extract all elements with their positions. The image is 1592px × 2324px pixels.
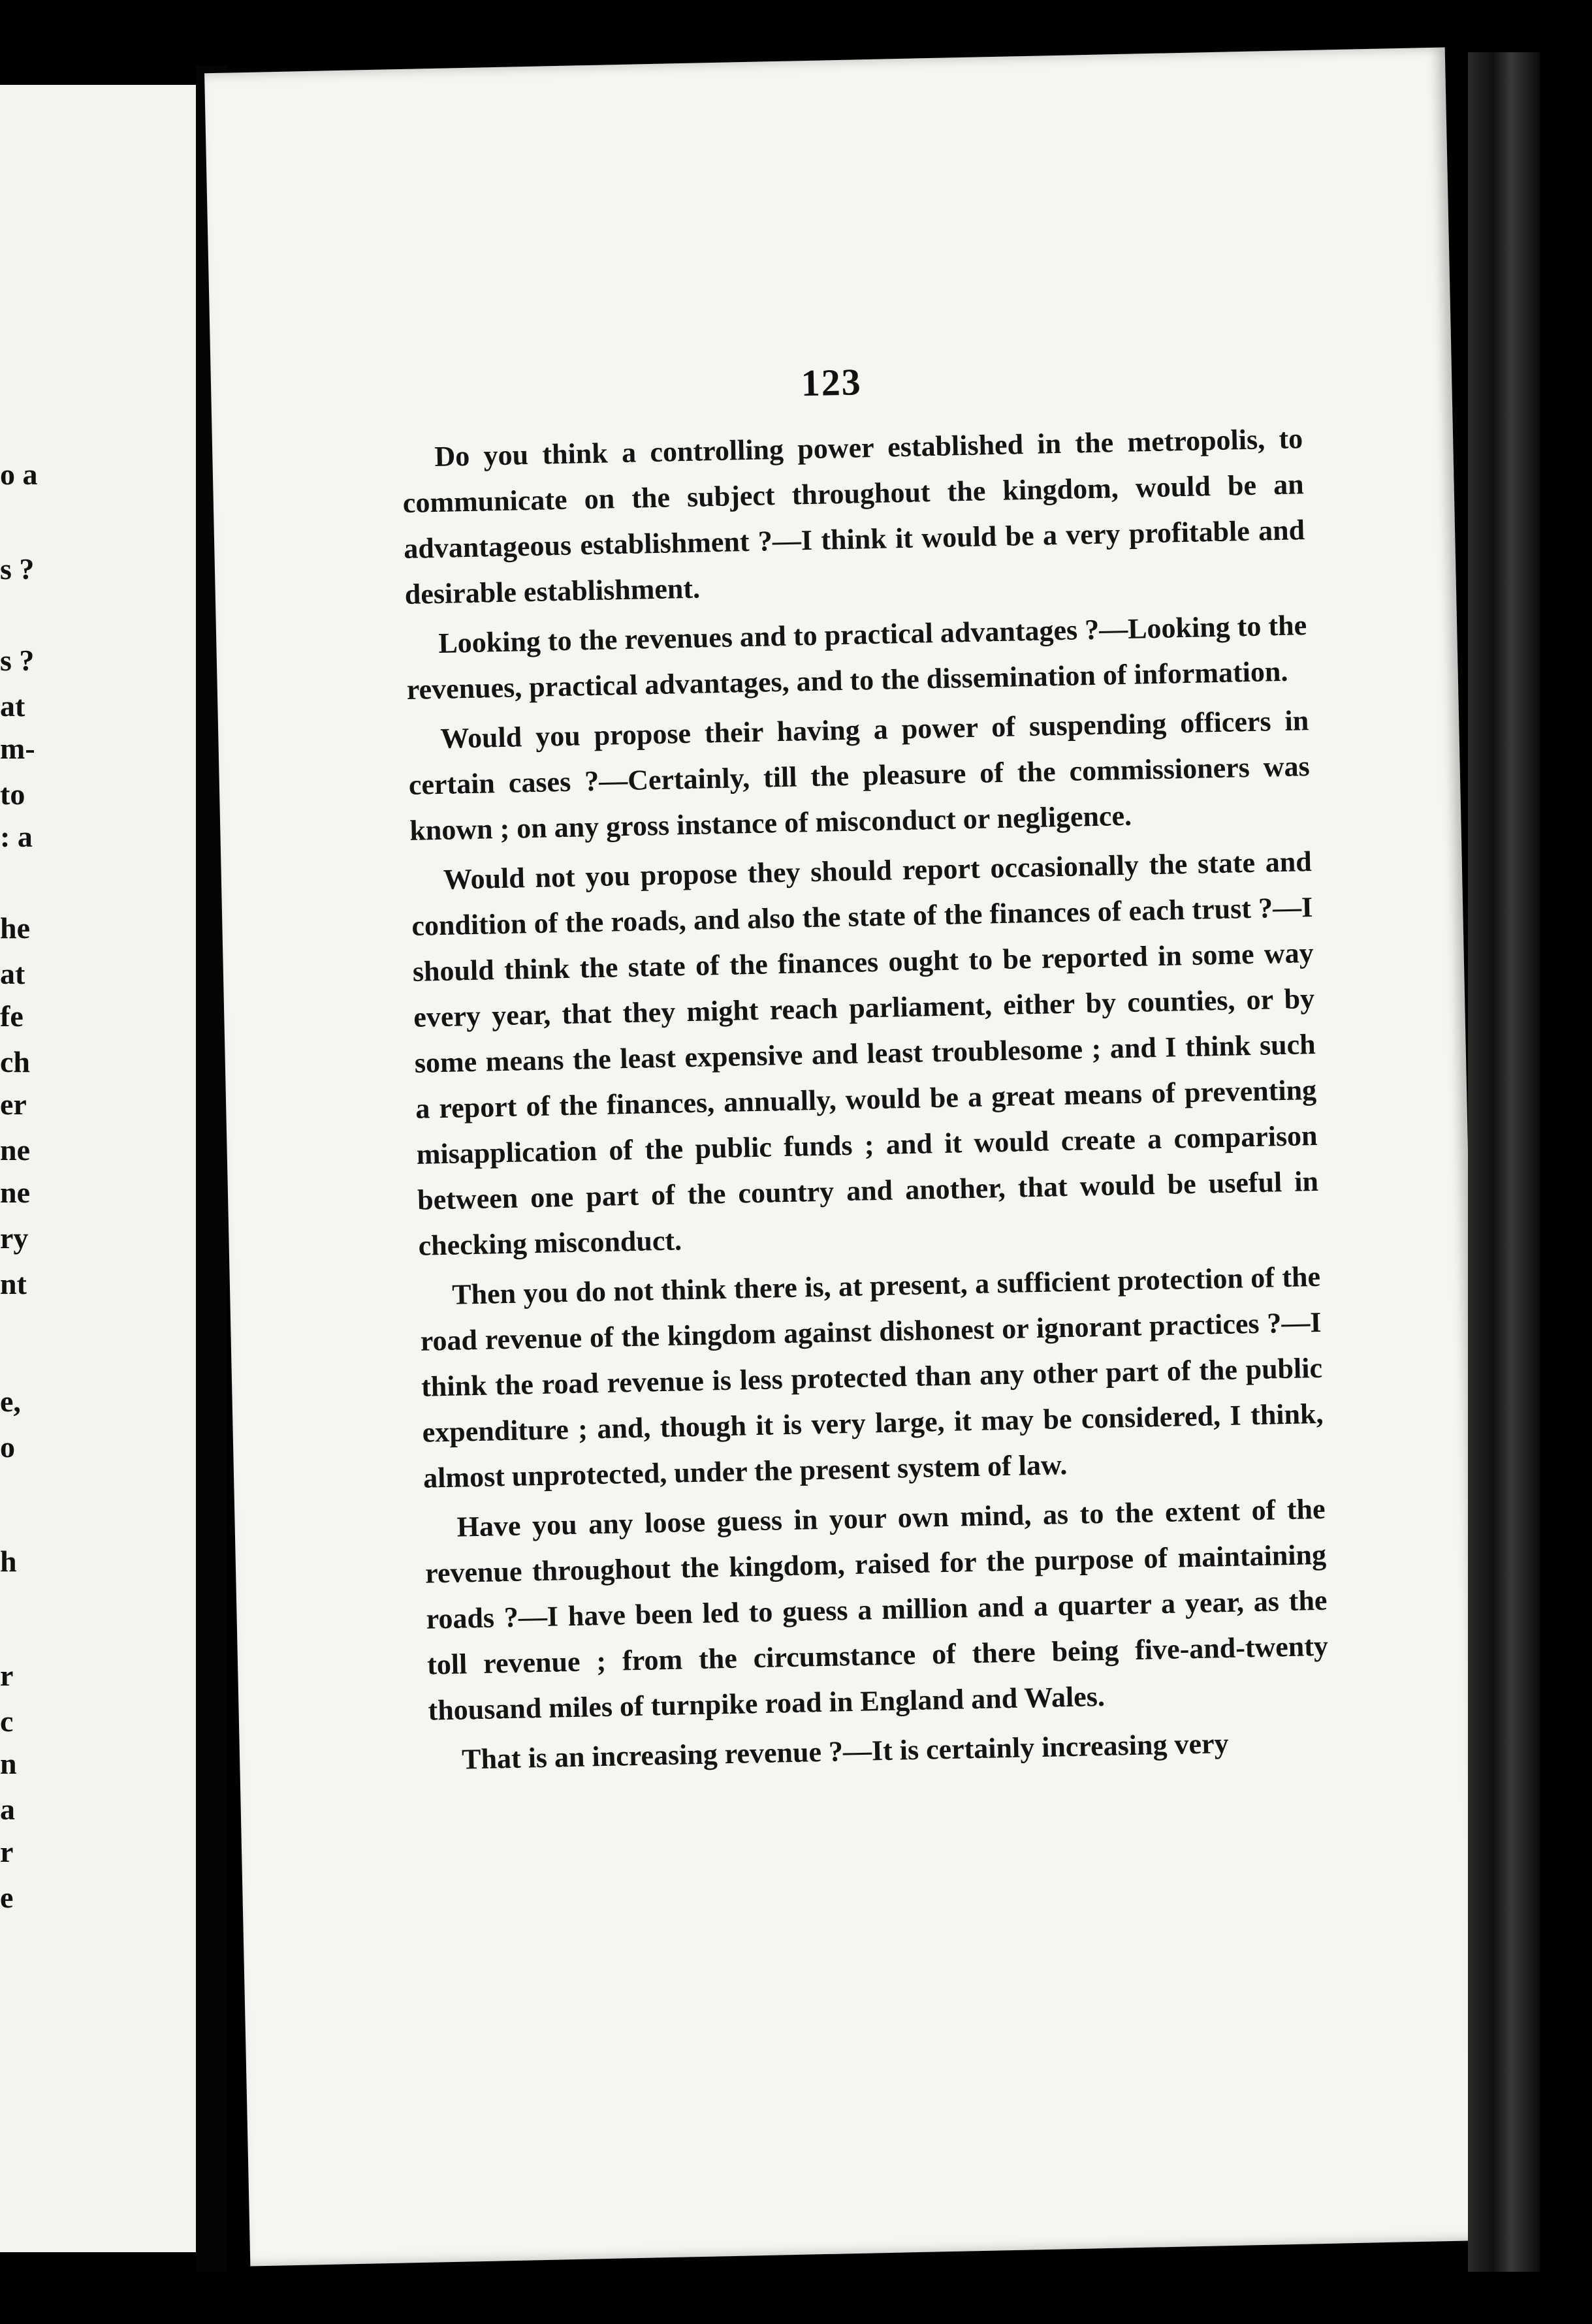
margin-fragment: : a	[0, 820, 33, 853]
margin-fragment: r	[0, 1835, 14, 1868]
previous-page	[0, 85, 199, 2252]
paragraph: That is an increasing revenue ?—It is certainly increasing very	[461, 1727, 1229, 1776]
paragraph: Looking to the revenues and to practical advantages ?—Looking to the revenues, practical advantages, and to the dissemination of information.	[406, 609, 1307, 706]
margin-fragment: ne	[0, 1133, 30, 1167]
margin-fragment: e	[0, 1881, 14, 1914]
margin-fragment: at	[0, 689, 25, 723]
margin-fragment: c	[0, 1704, 14, 1738]
margin-fragment: e,	[0, 1385, 21, 1418]
margin-fragment: at	[0, 957, 25, 990]
paragraph: Do you think a controlling power established in the metropolis, to communicate on the subject throughout the kingdom, would be an advantageous establishment ?—I think it would be a very profitable and desirable establishment.	[402, 422, 1305, 611]
margin-fragment: a	[0, 1793, 15, 1826]
margin-fragment: to	[0, 777, 25, 811]
margin-fragment: he	[0, 911, 30, 945]
margin-fragment: fe	[0, 999, 24, 1033]
paragraph: Would not you propose they should report occasionally the state and condition of the roads, and also the state of the finances of each trust ?—I should think the state of the finances ought to be reported in some way every year, that they might reach parliament, either by counties, or by some means the least expensive and least troublesome ; and I think such a report of the finances, annually, would be a great means of preventing misapplication of the public funds ; and it would create a comparison between one part of the country and another, that would be useful in checking misconduct.	[411, 845, 1319, 1262]
page-stack-edge	[1468, 52, 1540, 2272]
margin-fragment: s ?	[0, 644, 35, 677]
margin-fragment: ch	[0, 1045, 30, 1078]
paragraph: Would you propose their having a power of suspending officers in certain cases ?—Certainly, till the pleasure of the commissioners was known ; on any gross instance of misconduct or negligence.	[408, 704, 1311, 847]
margin-fragment: s ?	[0, 552, 35, 586]
margin-fragment: nt	[0, 1267, 27, 1300]
margin-fragment: r	[0, 1659, 14, 1692]
margin-fragment: o a	[0, 458, 38, 491]
book-page	[204, 47, 1491, 2266]
paragraph: Have you any loose guess in your own mind, as to the extent of the revenue throughout the kingdom, raised for the purpose of maintaining roads ?—I have been led to guess a million and a quarter a year, as the toll revenue ; from the circumstance of there being five-and-twenty thousand miles of turnpike road in England and Wales.	[424, 1492, 1329, 1727]
page-body	[402, 416, 1331, 1787]
margin-fragment: m-	[0, 732, 35, 765]
margin-fragment: er	[0, 1088, 27, 1121]
margin-fragment: o	[0, 1430, 15, 1464]
paragraph: Then you do not think there is, at present, a sufficient protection of the road revenue of the kingdom against dishonest or ignorant practices ?—I think the road revenue is less protected than any other part of the public expenditure ; and, though it is very large, it may be considered, I think, almost unprotected, under the present system of law.	[420, 1260, 1324, 1494]
page-number: 123	[800, 360, 863, 405]
margin-fragment: ry	[0, 1221, 29, 1255]
margin-fragment: h	[0, 1545, 17, 1578]
margin-fragment: n	[0, 1747, 17, 1780]
margin-fragment: ne	[0, 1176, 30, 1209]
